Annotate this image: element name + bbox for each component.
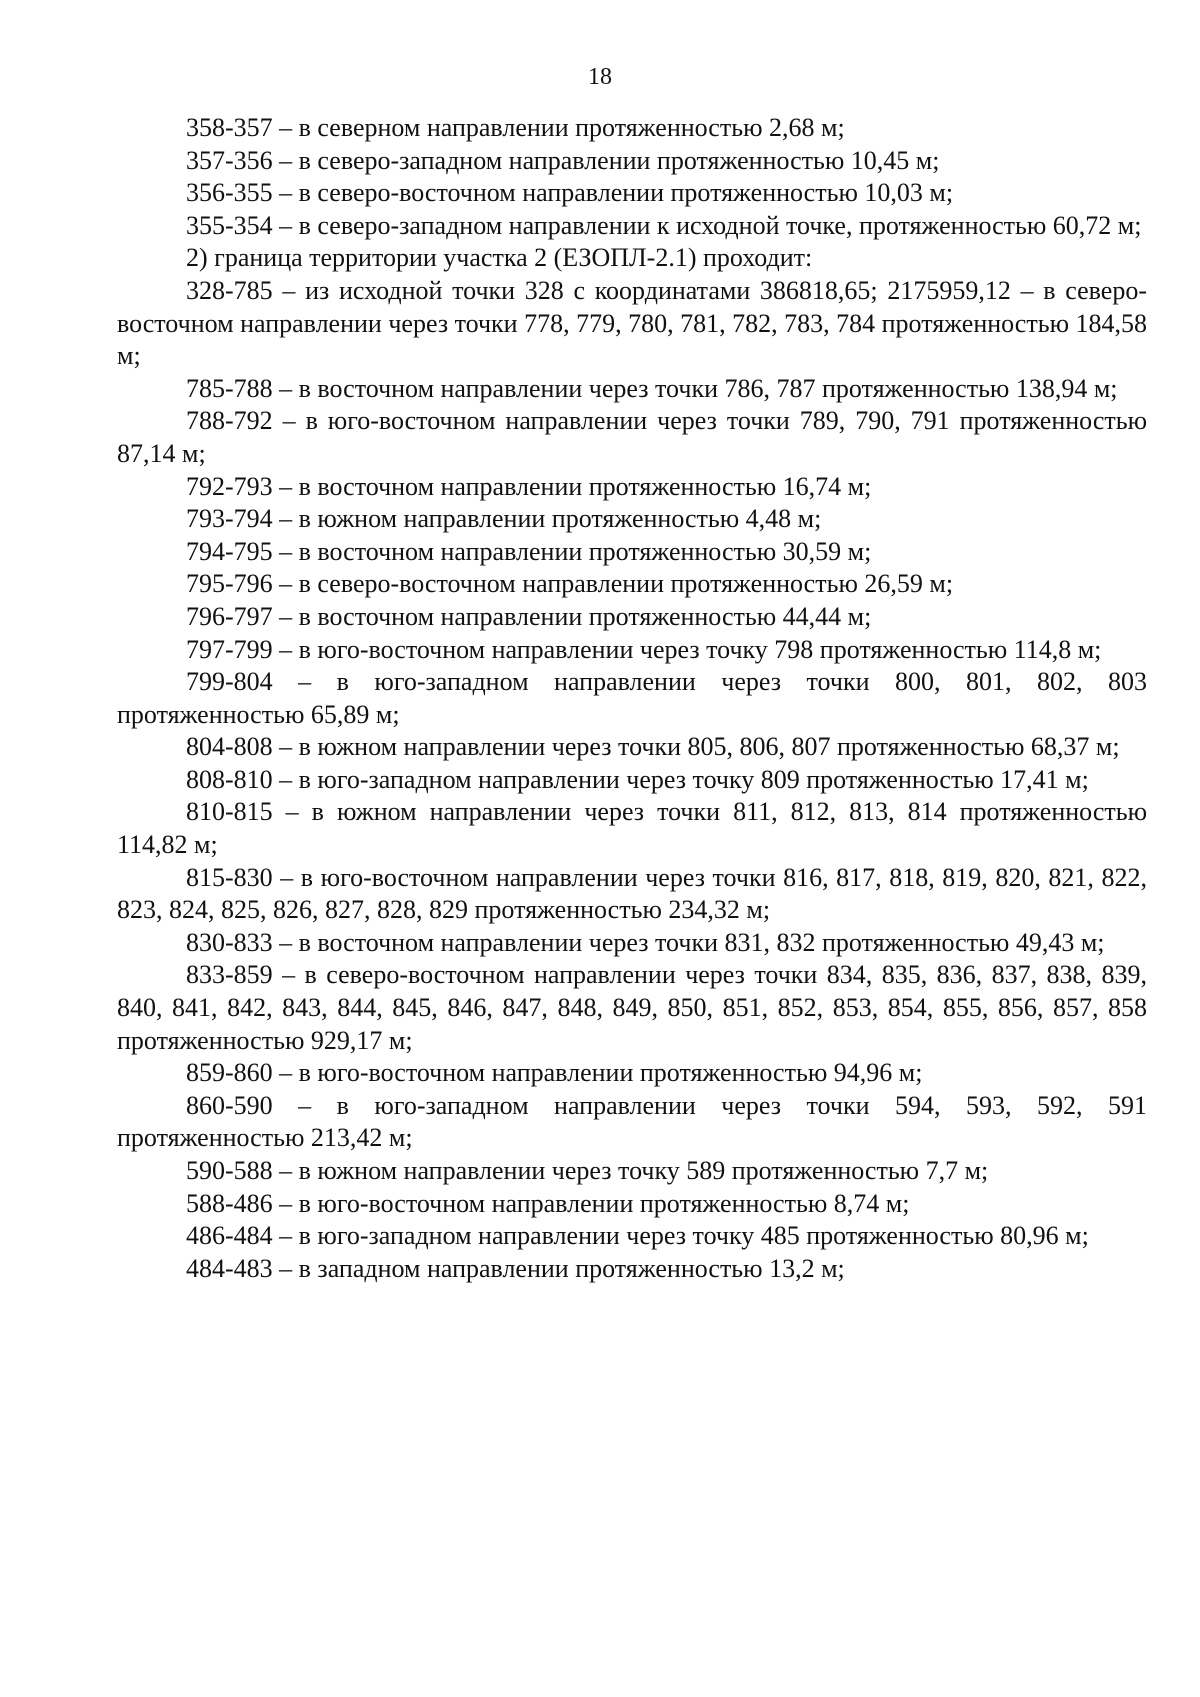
boundary-segment: 328-785 – из исходной точки 328 с координатами 386818,65; 2175959,12 – в северо-восточном направлении через точки 778, 779, 780, 781, 782, 783, 784 протяженностью 184,58 м;: [117, 275, 1147, 371]
boundary-segment: 486-484 – в юго-западном направлении через точку 485 протяженностью 80,96 м;: [186, 1221, 1089, 1251]
boundary-segment: 792-793 – в восточном направлении протяженностью 16,74 м;: [186, 471, 872, 501]
boundary-segment: 794-795 – в восточном направлении протяженностью 30,59 м;: [186, 536, 872, 566]
boundary-segment: 833-859 – в северо-восточном направлении через точки 834, 835, 836, 837, 838, 839, 840, 841, 842, 843, 844, 845, 846, 847, 848, 849, 850, 851, 852, 853, 854, 855, 856, 857, 858 протяженностью 929,17 м;: [117, 960, 1147, 1055]
boundary-segment: 588-486 – в юго-восточном направлении протяженностью 8,74 м;: [186, 1188, 910, 1218]
boundary-segment: 484-483 – в западном направлении протяженностью 13,2 м;: [186, 1253, 845, 1283]
boundary-segment: 797-799 – в юго-восточном направлении через точку 798 протяженностью 114,8 м;: [186, 634, 1102, 664]
boundary-segment: 357-356 – в северо-западном направлении протяженностью 10,45 м;: [186, 145, 940, 175]
boundary-segment: 785-788 – в восточном направлении через точки 786, 787 протяженностью 138,94 м;: [186, 373, 1118, 403]
boundary-segment: 356-355 – в северо-восточном направлении протяженностью 10,03 м;: [186, 178, 954, 208]
boundary-segment: 590-588 – в южном направлении через точку 589 протяженностью 7,7 м;: [186, 1156, 989, 1185]
boundary-segment: 808-810 – в юго-западном направлении через точку 809 протяженностью 17,41 м;: [186, 764, 1089, 794]
boundary-segment: 860-590 – в юго-западном направлении через точки 594, 593, 592, 591 протяженностью 213,42 м;: [117, 1090, 1147, 1153]
boundary-segment: 358-357 – в северном направлении протяженностью 2,68 м;: [186, 113, 845, 142]
boundary-segment: 799-804 – в юго-западном направлении через точки 800, 801, 802, 803 протяженностью 65,89 м;: [117, 667, 1147, 729]
boundary-segment: 804-808 – в южном направлении через точки 805, 806, 807 протяженностью 68,37 м;: [186, 732, 1120, 762]
boundary-segment: 810-815 – в южном направлении через точки 811, 812, 813, 814 протяженностью 114,82 м;: [117, 797, 1147, 860]
boundary-segment: 795-796 – в северо-восточном направлении протяженностью 26,59 м;: [186, 569, 954, 599]
boundary-segment: 788-792 – в юго-восточном направлении через точки 789, 790, 791 протяженностью 87,14 м;: [117, 406, 1147, 468]
boundary-segment: 793-794 – в южном направлении протяженностью 4,48 м;: [186, 504, 822, 534]
boundary-segment: 815-830 – в юго-восточном направлении через точки 816, 817, 818, 819, 820, 821, 822, 823, 824, 825, 826, 827, 828, 829 протяженностью 234,32 м;: [117, 862, 1147, 925]
boundary-segment: 355-354 – в северо-западном направлении к исходной точке, протяженностью 60,72 м;: [186, 210, 1142, 240]
document-body: [117, 112, 1147, 1285]
boundary-segment: 830-833 – в восточном направлении через точки 831, 832 протяженностью 49,43 м;: [186, 927, 1105, 957]
boundary-segment: 796-797 – в восточном направлении протяженностью 44,44 м;: [186, 601, 872, 631]
section-heading: 2) граница территории участка 2 (ЕЗОПЛ-2.1) проходит:: [186, 243, 813, 273]
boundary-segment: 859-860 – в юго-восточном направлении протяженностью 94,96 м;: [186, 1058, 923, 1088]
page-number: 18: [588, 64, 612, 90]
